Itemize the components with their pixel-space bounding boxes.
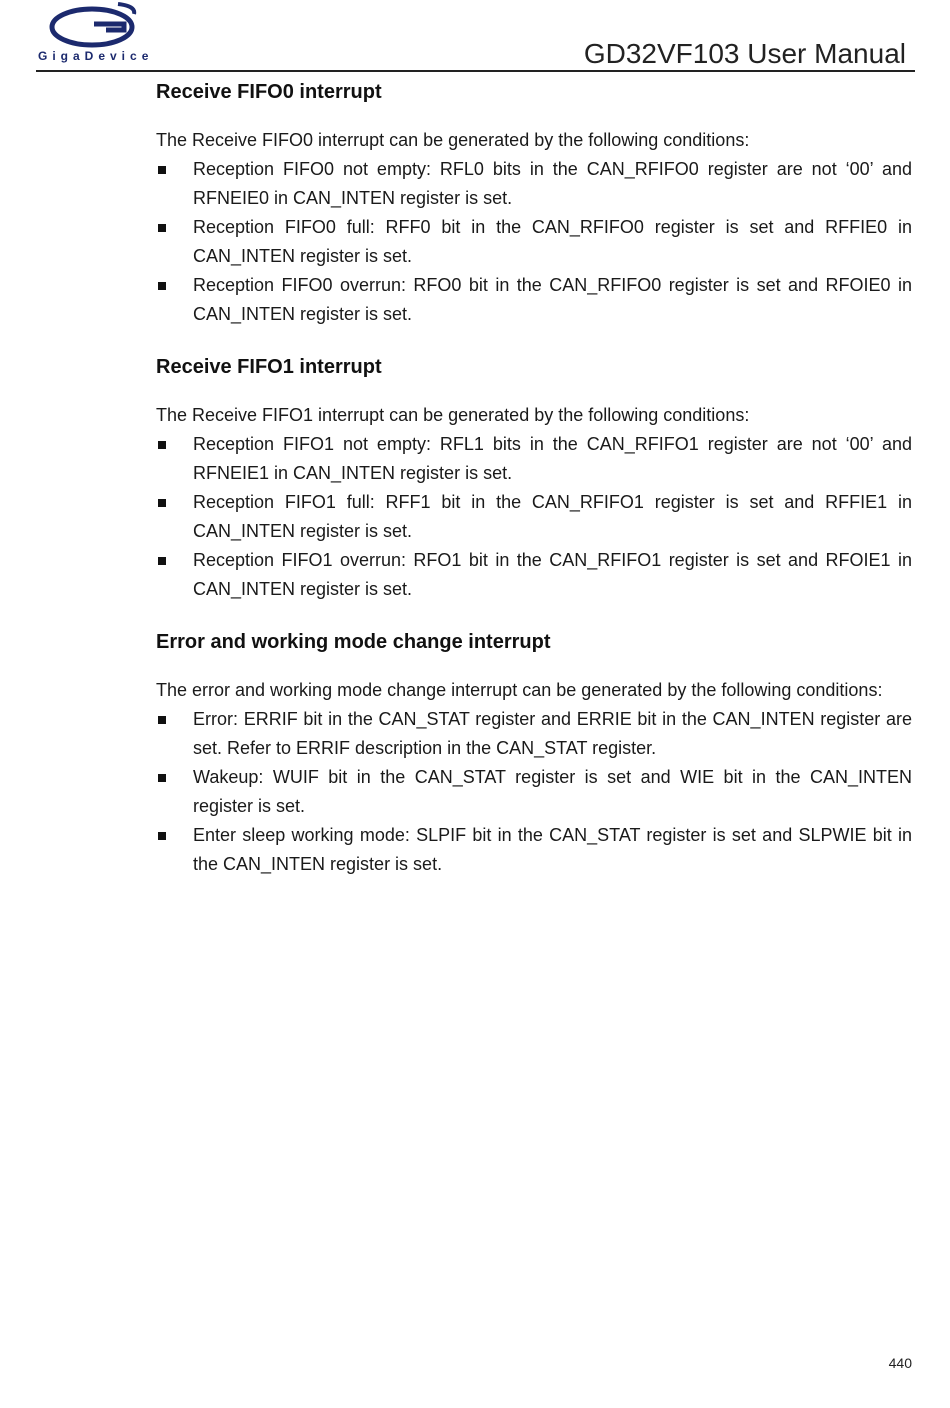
section-title: Receive FIFO1 interrupt	[156, 356, 382, 378]
list-item-text: Enter sleep working mode: SLPIF bit in the CAN_STAT register is set and SLPWIE bit in the CAN_INTEN register is set.	[193, 825, 912, 874]
list-item	[156, 488, 912, 546]
document-body	[156, 78, 912, 903]
section-receive-fifo0	[156, 78, 912, 329]
list-item-text: Reception FIFO1 not empty: RFL1 bits in the CAN_RFIFO1 register are not ‘00’ and RFNEIE1 in CAN_INTEN register is set.	[193, 434, 912, 483]
square-bullet-icon	[158, 499, 166, 507]
section-title: Receive FIFO0 interrupt	[156, 81, 382, 103]
logo-swoosh-icon	[48, 0, 140, 50]
list-item-text: Reception FIFO0 not empty: RFL0 bits in the CAN_RFIFO0 register are not ‘00’ and RFNEIE0 in CAN_INTEN register is set.	[193, 159, 912, 208]
condition-list	[156, 155, 912, 329]
list-item-text: Error: ERRIF bit in the CAN_STAT register and ERRIE bit in the CAN_INTEN register are set. Refer to ERRIF description in the CAN_STAT register.	[193, 709, 912, 758]
list-item	[156, 546, 912, 604]
square-bullet-icon	[158, 716, 166, 724]
square-bullet-icon	[158, 224, 166, 232]
manual-title: GD32VF103 User Manual	[583, 38, 906, 69]
condition-list	[156, 430, 912, 604]
logo-wordmark: GigaDevice	[38, 49, 154, 63]
list-item	[156, 155, 912, 213]
page-header	[0, 0, 950, 76]
square-bullet-icon	[158, 774, 166, 782]
page-number: 440	[888, 1355, 912, 1371]
list-item-text: Reception FIFO1 full: RFF1 bit in the CAN_RFIFO1 register is set and RFFIE1 in CAN_INTEN register is set.	[193, 492, 912, 541]
condition-list	[156, 705, 912, 879]
square-bullet-icon	[158, 441, 166, 449]
list-item	[156, 763, 912, 821]
gigadevice-logo	[36, 0, 154, 66]
list-item	[156, 430, 912, 488]
list-item	[156, 271, 912, 329]
section-title: Error and working mode change interrupt	[156, 631, 551, 653]
section-intro: The error and working mode change interrupt can be generated by the following conditions:	[156, 680, 883, 700]
list-item-text: Reception FIFO1 overrun: RFO1 bit in the CAN_RFIFO1 register is set and RFOIE1 in CAN_INTEN register is set.	[193, 550, 912, 599]
square-bullet-icon	[158, 557, 166, 565]
section-receive-fifo1	[156, 353, 912, 604]
section-error-mode-change	[156, 628, 912, 879]
section-intro: The Receive FIFO1 interrupt can be generated by the following conditions:	[156, 405, 750, 425]
list-item-text: Reception FIFO0 full: RFF0 bit in the CAN_RFIFO0 register is set and RFFIE0 in CAN_INTEN register is set.	[193, 217, 912, 266]
square-bullet-icon	[158, 282, 166, 290]
list-item	[156, 821, 912, 879]
list-item	[156, 705, 912, 763]
list-item-text: Reception FIFO0 overrun: RFO0 bit in the CAN_RFIFO0 register is set and RFOIE0 in CAN_INTEN register is set.	[193, 275, 912, 324]
list-item-text: Wakeup: WUIF bit in the CAN_STAT register is set and WIE bit in the CAN_INTEN register is set.	[193, 767, 912, 816]
section-intro: The Receive FIFO0 interrupt can be generated by the following conditions:	[156, 130, 750, 150]
list-item	[156, 213, 912, 271]
square-bullet-icon	[158, 166, 166, 174]
header-divider	[36, 70, 915, 72]
square-bullet-icon	[158, 832, 166, 840]
